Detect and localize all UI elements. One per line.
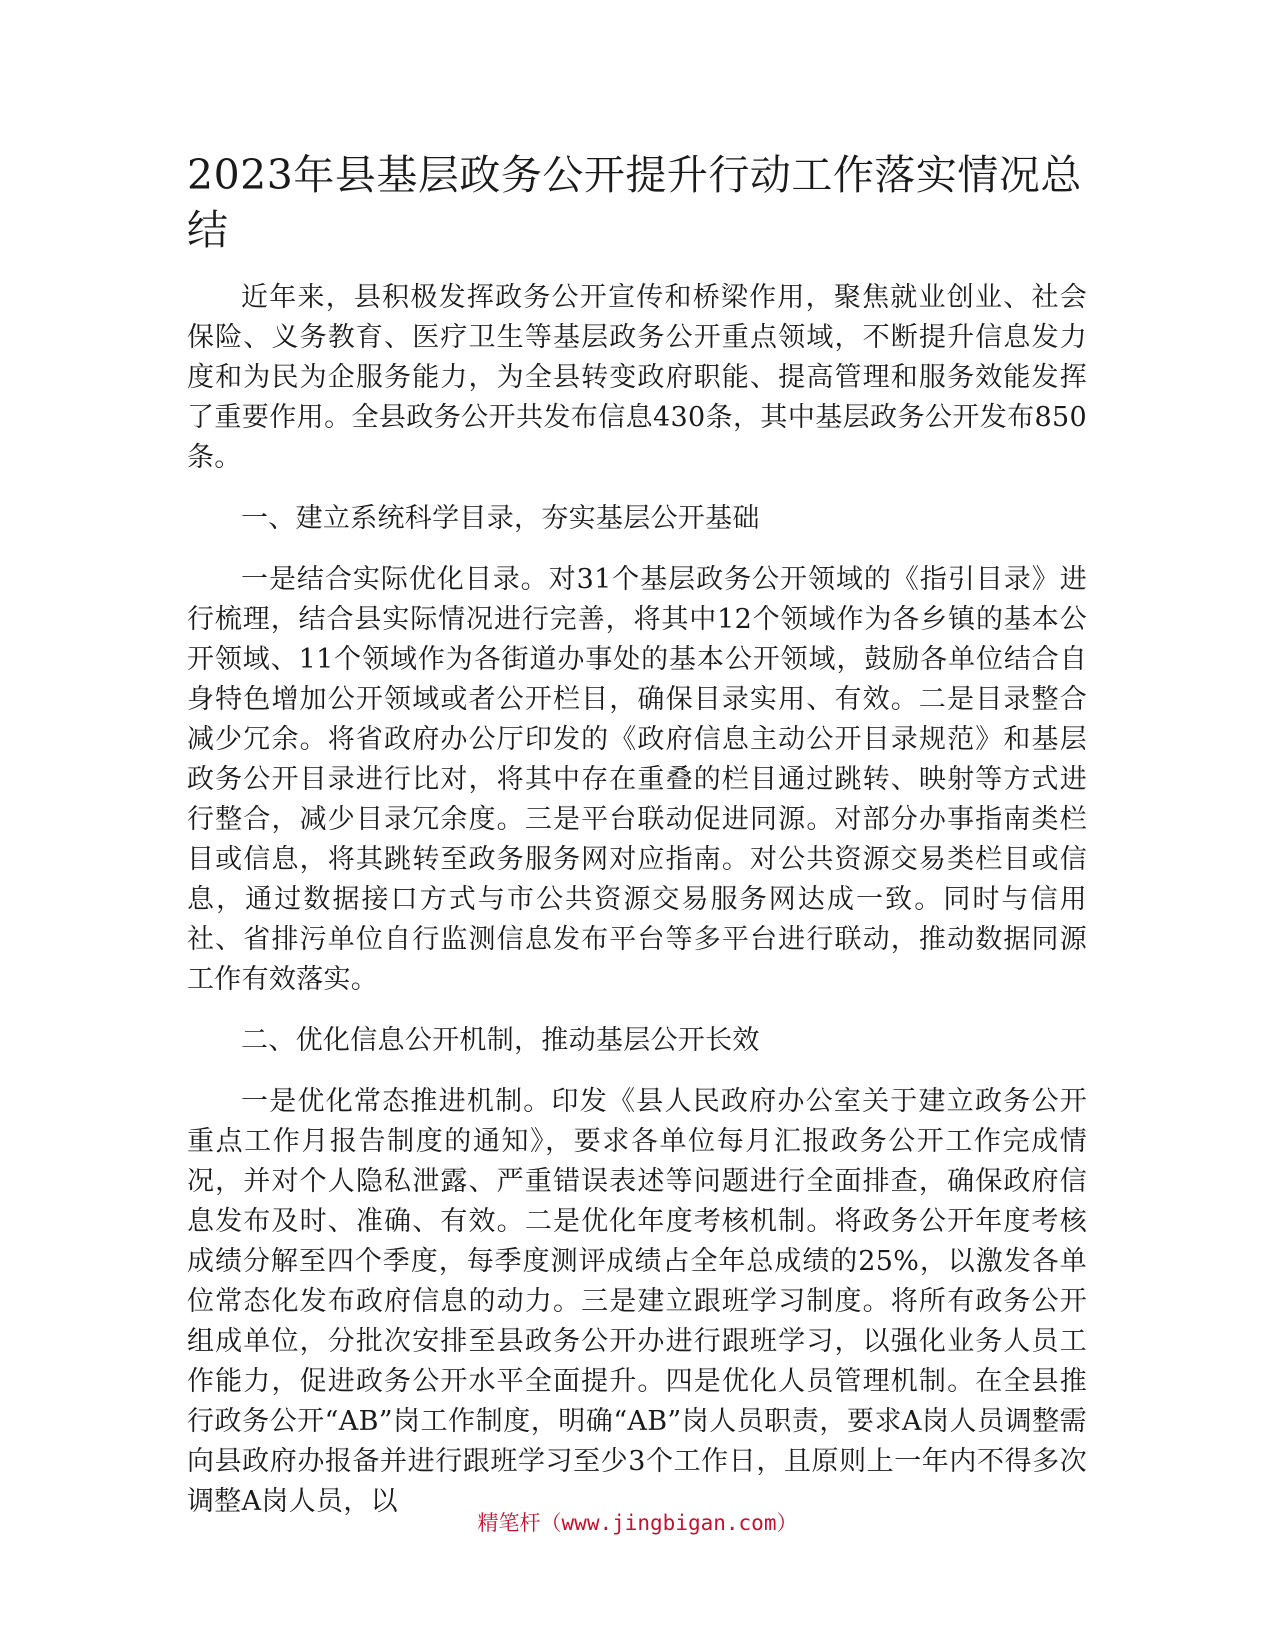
document-title: 2023年县基层政务公开提升行动工作落实情况总结 <box>187 151 1082 254</box>
section-heading-1: 一、建立系统科学目录，夯实基层公开基础 <box>241 503 760 534</box>
section-1-paragraph: 一是结合实际优化目录。对31个基层政务公开领域的《指引目录》进行梳理，结合县实际情况进行完善，将其中12个领域作为各乡镇的基本公开领域、11个领域作为各街道办事处的基本公开领域，鼓励各单位结合自身特色增加公开领域或者公开栏目，确保目录实用、有效。二是目录整合减少冗余。将省政府办公厅印发的《政府信息主动公开目录规范》和基层政务公开目录进行比对，将其中存在重叠的栏目通过跳转、映射等方式进行整合，减少目录冗余度。三是平台联动促进同源。对部分办事指南类栏目或信息，将其跳转至政务服务网对应指南。对公共资源交易类栏目或信息，通过数据接口方式与市公共资源交易服务网达成一致。同时与信用社、省排污单位自行监测信息发布平台等多平台进行联动，推动数据同源工作有效落实。 <box>187 564 1087 995</box>
intro-paragraph: 近年来，县积极发挥政务公开宣传和桥梁作用，聚焦就业创业、社会保险、义务教育、医疗卫生等基层政务公开重点领域，不断提升信息发力度和为民为企服务能力，为全县转变政府职能、提高管理和服务效能发挥了重要作用。全县政务公开共发布信息430条，其中基层政务公开发布850条。 <box>187 282 1087 473</box>
footer-watermark[interactable]: 精笔杆（www.jingbigan.com） <box>477 1511 798 1535</box>
document-body <box>187 278 1087 1543</box>
section-heading-2: 二、优化信息公开机制，推动基层公开长效 <box>241 1025 760 1056</box>
section-2-paragraph: 一是优化常态推进机制。印发《县人民政府办公室关于建立政务公开重点工作月报告制度的通知》，要求各单位每月汇报政务公开工作完成情况，并对个人隐私泄露、严重错误表述等问题进行全面排查，确保政府信息发布及时、准确、有效。二是优化年度考核机制。将政务公开年度考核成绩分解至四个季度，每季度测评成绩占全年总成绩的25%，以激发各单位常态化发布政府信息的动力。三是建立跟班学习制度。将所有政务公开组成单位，分批次安排至县政务公开办进行跟班学习，以强化业务人员工作能力，促进政务公开水平全面提升。四是优化人员管理机制。在全县推行政务公开“AB”岗工作制度，明确“AB”岗人员职责，要求A岗人员调整需向县政府办报备并进行跟班学习至少3个工作日，且原则上一年内不得多次调整A岗人员，以 <box>187 1086 1087 1517</box>
